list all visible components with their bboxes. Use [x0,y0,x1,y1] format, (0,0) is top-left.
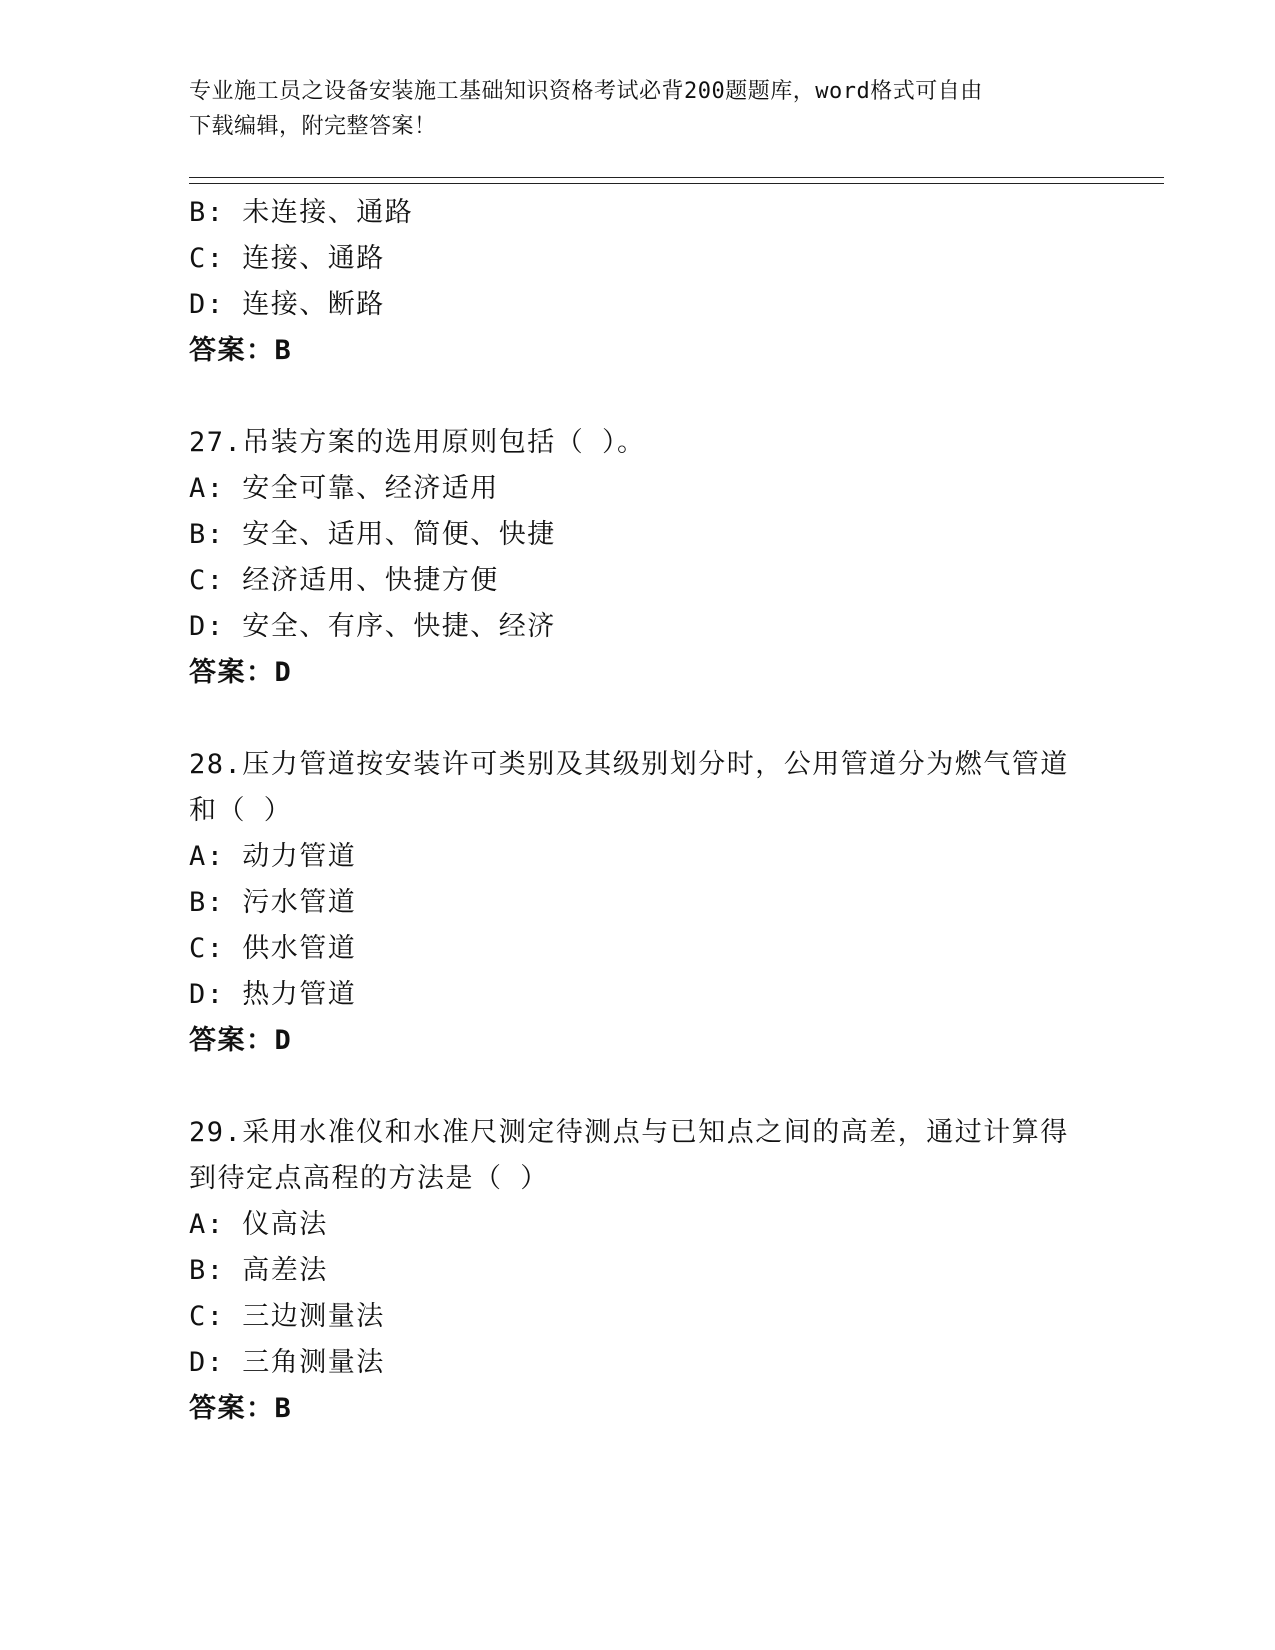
option-a: A: 安全可靠、经济适用 [189,473,499,504]
spacer [189,1064,1089,1110]
question-list [189,190,1089,1432]
header-line-2: 下载编辑，附完整答案！ [189,114,437,139]
option-b: B: 高差法 [189,1255,328,1286]
option-c: C: 经济适用、快捷方便 [189,565,499,596]
option-b: B: 污水管道 [189,887,357,918]
option-a: A: 动力管道 [189,841,357,872]
question-title-line-1: 28.压力管道按安装许可类别及其级别划分时，公用管道分为燃气管道 [189,749,1069,780]
header-divider-bottom [189,183,1164,184]
spacer [189,374,1089,420]
option-d: D: 三角测量法 [189,1347,385,1378]
option-d: D: 安全、有序、快捷、经济 [189,611,556,642]
header-line-1: 专业施工员之设备安装施工基础知识资格考试必背200题题库，word格式可自由 [189,79,983,104]
page-header [189,74,1089,144]
question-title-line-2: 到待定点高程的方法是（ ） [189,1163,549,1194]
option-b: B: 未连接、通路 [189,197,414,228]
question-27 [189,420,1089,696]
question-26-continued [189,190,1089,374]
question-28 [189,742,1089,1064]
answer: 答案：D [189,657,293,688]
spacer [189,696,1089,742]
answer: 答案：D [189,1025,293,1056]
option-c: C: 三边测量法 [189,1301,385,1332]
answer: 答案：B [189,1393,293,1424]
option-b: B: 安全、适用、简便、快捷 [189,519,556,550]
option-d: D: 连接、断路 [189,289,385,320]
option-c: C: 供水管道 [189,933,357,964]
header-divider-top [189,177,1164,178]
option-d: D: 热力管道 [189,979,357,1010]
question-title-line-2: 和（ ） [189,795,293,826]
answer: 答案：B [189,335,293,366]
option-c: C: 连接、通路 [189,243,385,274]
option-a: A: 仪高法 [189,1209,328,1240]
question-29 [189,1110,1089,1432]
question-title-line-1: 29.采用水准仪和水准尺测定待测点与已知点之间的高差，通过计算得 [189,1117,1069,1148]
question-title: 27.吊装方案的选用原则包括（ ）。 [189,427,646,458]
